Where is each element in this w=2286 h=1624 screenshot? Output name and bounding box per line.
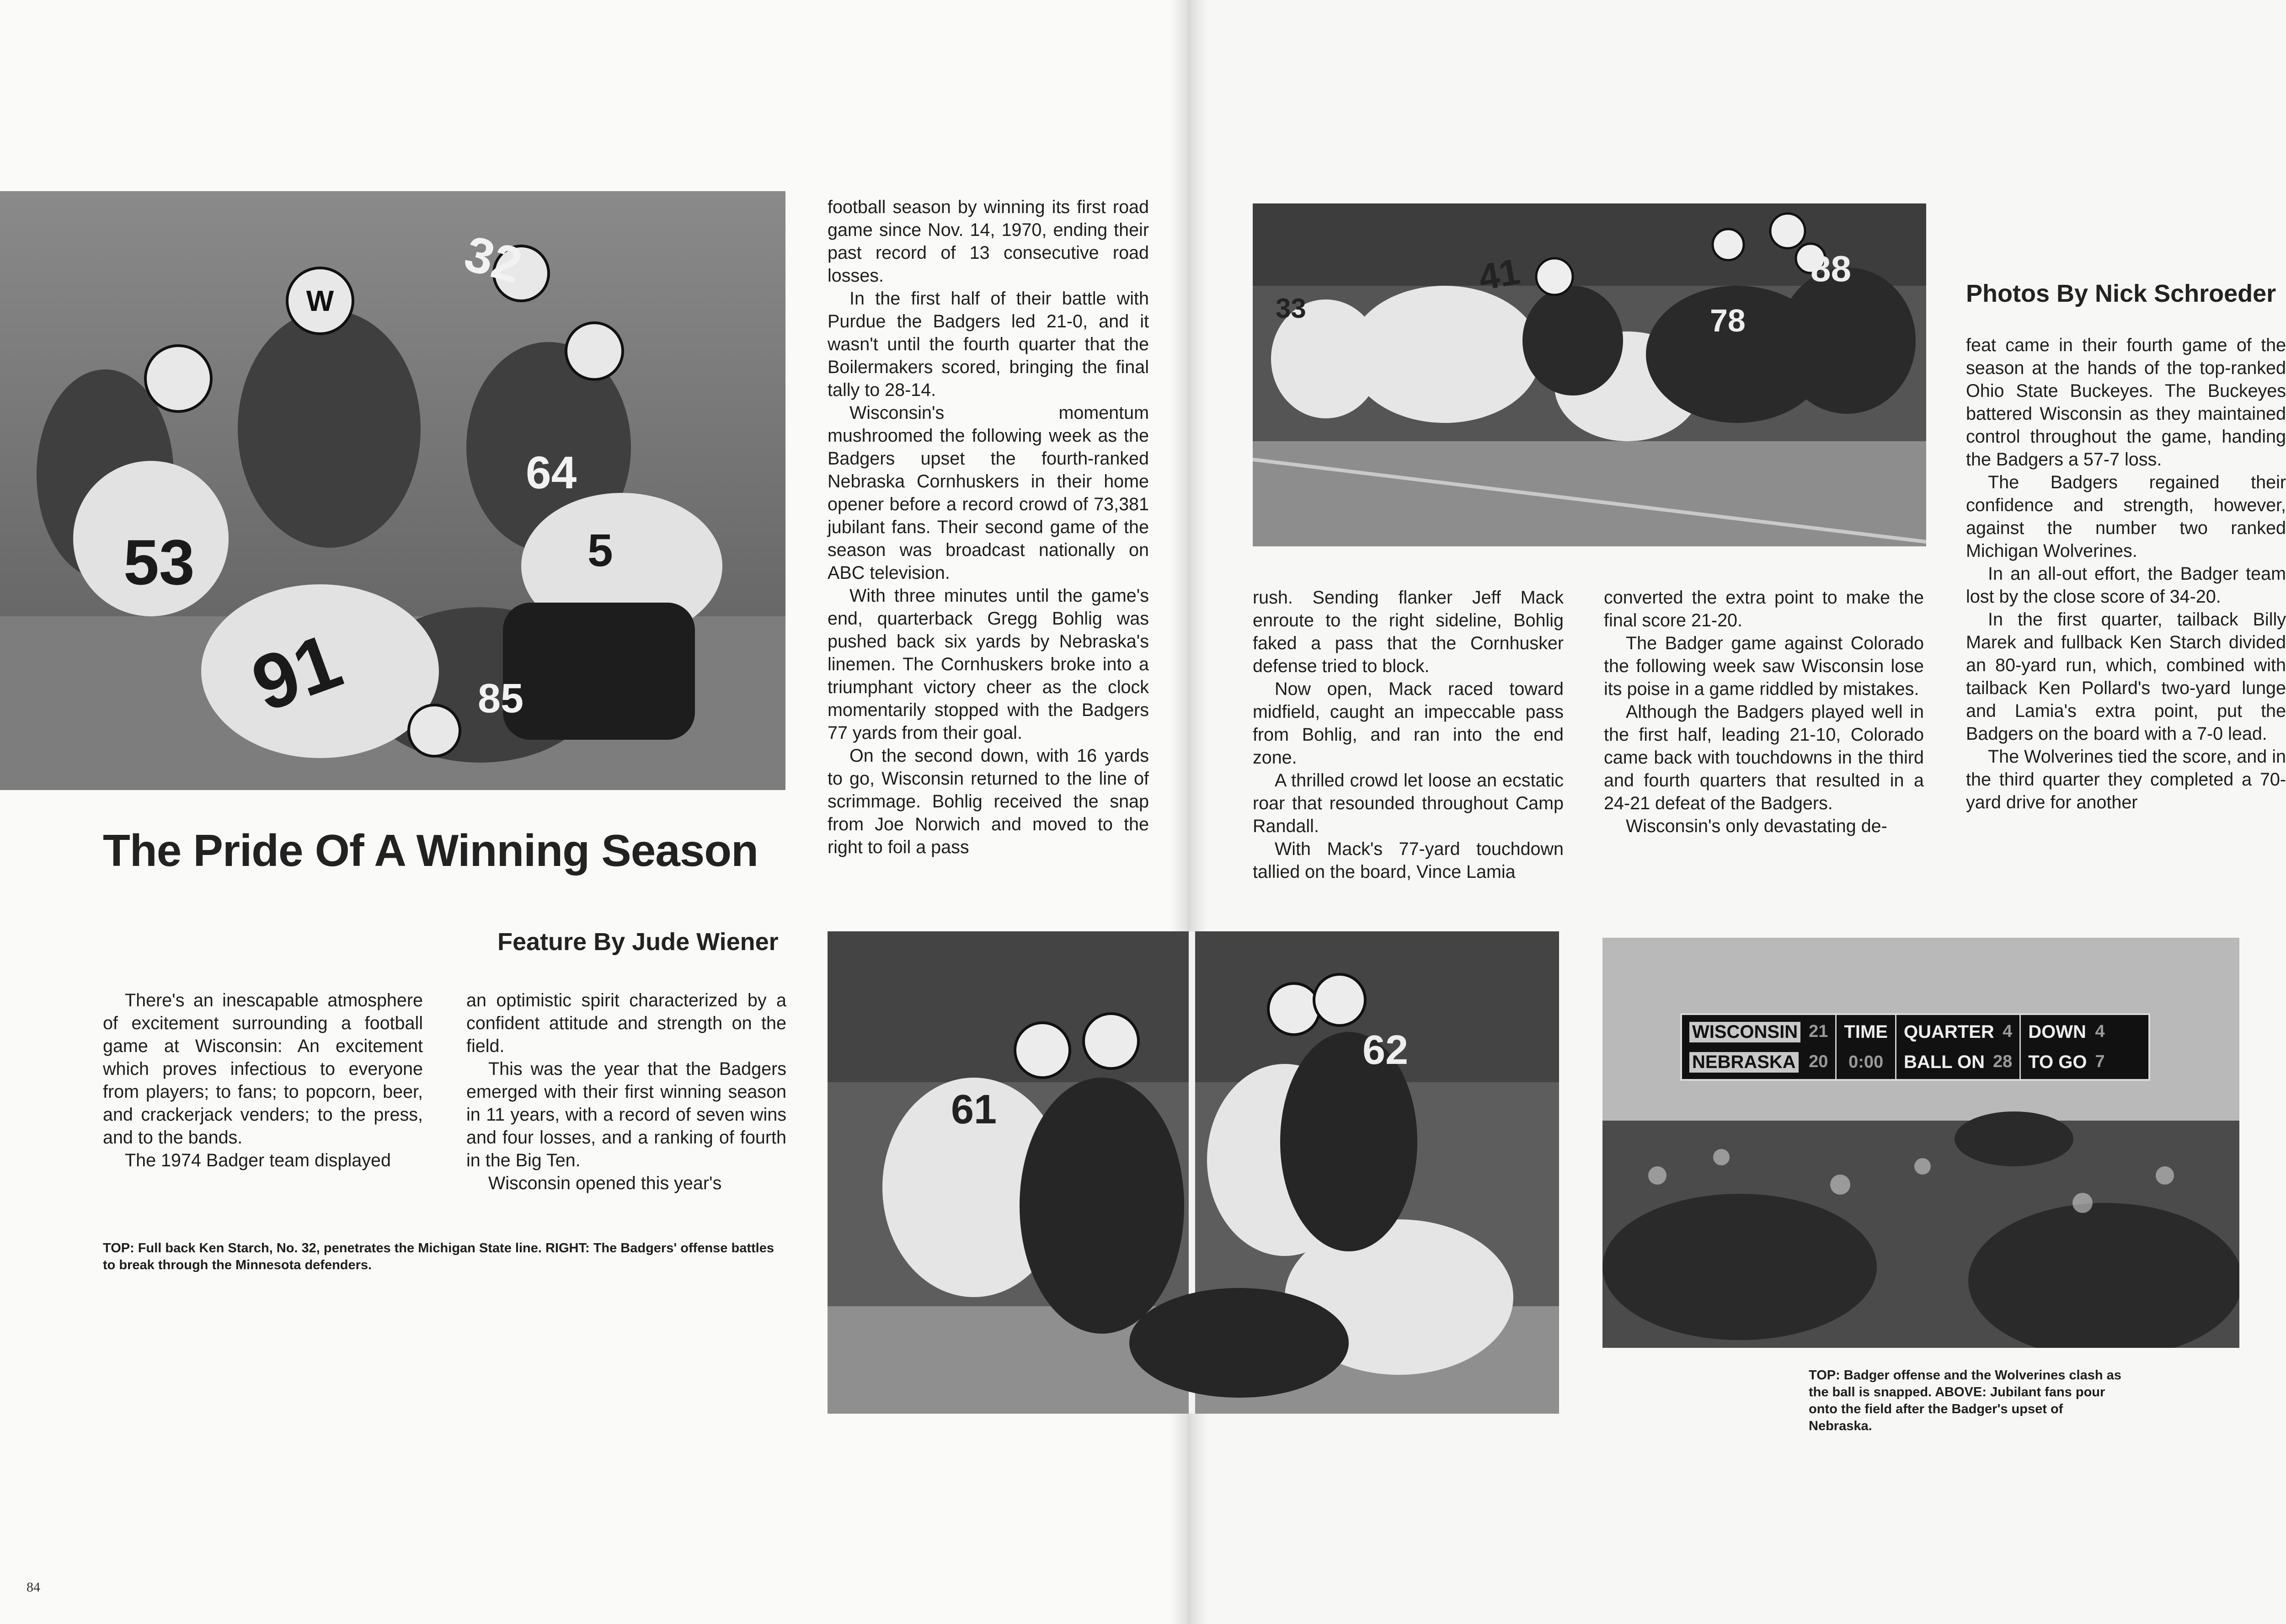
- page-number-left: 84: [27, 1580, 40, 1595]
- jersey-number: 33: [1276, 293, 1306, 324]
- photo-badgers-vs-minnesota: [828, 931, 1559, 1414]
- article-headline: The Pride Of A Winning Season: [103, 825, 758, 876]
- paragraph: football season by winning its first road game since Nov. 14, 1970, ending their past record of 13 consecutive road losses.: [828, 197, 1149, 286]
- caption-right-page: TOP: Badger offense and the Wolverines clash as the ball is snapped. ABOVE: Jubilant fans pour onto the field after the Badger's upset of Nebraska.: [1809, 1368, 2121, 1433]
- scoreboard-away-score: 20: [1809, 1052, 1828, 1071]
- paragraph: Wisconsin's momentum mushroomed the following week as the Badgers upset the fourth-ranked Nebraska Cornhuskers in their home opener before a record crowd of 73,381 jubilant fans. Their second game of the season was broadcast nationally on ABC television.: [828, 403, 1149, 583]
- photo-starch-michigan-state: [0, 191, 785, 790]
- article-column-6: [1966, 334, 2286, 814]
- jersey-number: 88: [1811, 248, 1851, 289]
- jersey-number: 85: [478, 676, 524, 721]
- scoreboard: [1680, 1013, 2150, 1081]
- photo-badgers-vs-wolverines: [1253, 203, 1926, 546]
- jersey-number: 32: [459, 225, 528, 294]
- paragraph: A thrilled crowd let loose an ecstatic roar that resounded throughout Camp Randall.: [1253, 770, 1564, 836]
- helmet-w-mark: W: [306, 284, 334, 317]
- scoreboard-quarter: [1896, 1015, 2021, 1079]
- paragraph: With Mack's 77-yard touchdown tallied on the board, Vince Lamia: [1253, 839, 1564, 882]
- jersey-number: 5: [588, 525, 613, 576]
- paragraph: Although the Badgers played well in the first half, leading 21-10, Colorado came back with touchdowns in the third and fourth quarters that resulted in a 24-21 defeat of the Badgers.: [1604, 702, 1924, 813]
- jersey-number: 64: [526, 447, 577, 498]
- jersey-number: 41: [1475, 251, 1523, 298]
- jersey-number: 78: [1710, 303, 1746, 338]
- jersey-number: 91: [241, 617, 353, 728]
- scoreboard-to-go-label: TO GO: [2028, 1052, 2087, 1072]
- paragraph: On the second down, with 16 yards to go, Wisconsin returned to the line of scrimmage. Bohlig received the snap from Joe Norwich and moved to the right to foil a pass: [828, 746, 1149, 857]
- paragraph: The Badger game against Colorado the following week saw Wisconsin lose its poise in a game riddled by mistakes.: [1604, 633, 1924, 699]
- scoreboard-time-label: TIME: [1844, 1022, 1888, 1042]
- scoreboard-home-team: WISCONSIN: [1689, 1022, 1800, 1042]
- paragraph: The 1974 Badger team displayed: [125, 1150, 391, 1170]
- jersey-number: 62: [1362, 1027, 1409, 1073]
- paragraph: There's an inescapable atmosphere of excitement surrounding a football game at Wisconsin: An excitement which proves infectious to everyone from players; to fans; to popcorn, beer, and crackerjack venders; to the press, and to the bands.: [103, 990, 423, 1148]
- jersey-number: 61: [951, 1087, 997, 1133]
- paragraph: In the first half of their battle with Purdue the Badgers led 21-0, and it wasn't until the fourth quarter that the Boilermakers scored, bringing the final tally to 28-14.: [828, 288, 1149, 400]
- paragraph: an optimistic spirit characterized by a confident attitude and strength on the field.: [466, 990, 786, 1056]
- paragraph: Now open, Mack raced toward midfield, caught an impeccable pass from Bohlig, and ran into the end zone.: [1253, 679, 1564, 768]
- scoreboard-teams: [1682, 1015, 1837, 1079]
- paragraph: Wisconsin opened this year's: [488, 1173, 722, 1193]
- paragraph: In an all-out effort, the Badger team lost by the close score of 34-20.: [1966, 564, 2286, 607]
- paragraph: feat came in their fourth game of the season at the hands of the top-ranked Ohio State Buckeyes. The Buckeyes battered Wisconsin as they maintained control throughout the game, handing the Badgers a 57-7 loss.: [1966, 335, 2286, 470]
- article-column-4: [1253, 586, 1564, 883]
- scoreboard-quarter-value: 4: [2003, 1021, 2013, 1041]
- scoreboard-time: [1837, 1015, 1896, 1079]
- paragraph: This was the year that the Badgers emerged with their first winning season in 11 years, with a record of seven wins and four losses, and a ranking of fourth in the Big Ten.: [466, 1059, 786, 1170]
- scoreboard-time-value: 0:00: [1848, 1052, 1884, 1072]
- photo-fans-scoreboard: [1602, 938, 2239, 1348]
- paragraph: With three minutes until the game's end, quarterback Gregg Bohlig was pushed back six yards by Nebraska's linemen. The Cornhuskers broke into a triumphant victory cheer as the clock momentarily stopped with the Badgers 77 yards from their goal.: [828, 586, 1149, 743]
- article-column-3: [828, 196, 1149, 859]
- paragraph: rush. Sending flanker Jeff Mack enroute to the right sideline, Bohlig faked a pass that the Cornhusker defense tried to block.: [1253, 588, 1564, 676]
- paragraph: The Badgers regained their confidence and strength, however, against the number two ranked Michigan Wolverines.: [1966, 472, 2286, 561]
- scoreboard-home-score: 21: [1809, 1021, 1828, 1041]
- caption-left-page: TOP: Full back Ken Starch, No. 32, penetrates the Michigan State line. RIGHT: The Badgers' offense battles to break through the Minnesota defenders.: [103, 1241, 774, 1272]
- paragraph: converted the extra point to make the final score 21-20.: [1604, 588, 1924, 630]
- scoreboard-ball-on-value: 28: [1992, 1052, 2013, 1071]
- scoreboard-to-go-value: 7: [2095, 1052, 2105, 1071]
- scoreboard-quarter-label: QUARTER: [1903, 1021, 1994, 1042]
- scoreboard-away-team: NEBRASKA: [1689, 1052, 1799, 1073]
- article-column-2: [466, 989, 786, 1195]
- paragraph: Wisconsin's only devastating de-: [1626, 816, 1887, 836]
- scoreboard-down: [2021, 1015, 2112, 1079]
- scoreboard-down-label: DOWN: [2028, 1021, 2086, 1042]
- article-column-5: [1604, 586, 1924, 838]
- jersey-number: 53: [123, 526, 195, 598]
- article-column-1: [103, 989, 423, 1172]
- photo-byline: Photos By Nick Schroeder: [1966, 280, 2276, 307]
- feature-byline: Feature By Jude Wiener: [497, 928, 779, 956]
- scoreboard-down-value: 4: [2095, 1021, 2105, 1041]
- scoreboard-ball-on-label: BALL ON: [1903, 1052, 1985, 1072]
- paragraph: The Wolverines tied the score, and in the third quarter they completed a 70-yard drive for another: [1966, 747, 2286, 812]
- paragraph: In the first quarter, tailback Billy Marek and fullback Ken Starch divided an 80-yard run, which, combined with tailback Ken Pollard's two-yard lunge and Lamia's extra point, put the Badgers on the board with a 7-0 lead.: [1966, 609, 2286, 744]
